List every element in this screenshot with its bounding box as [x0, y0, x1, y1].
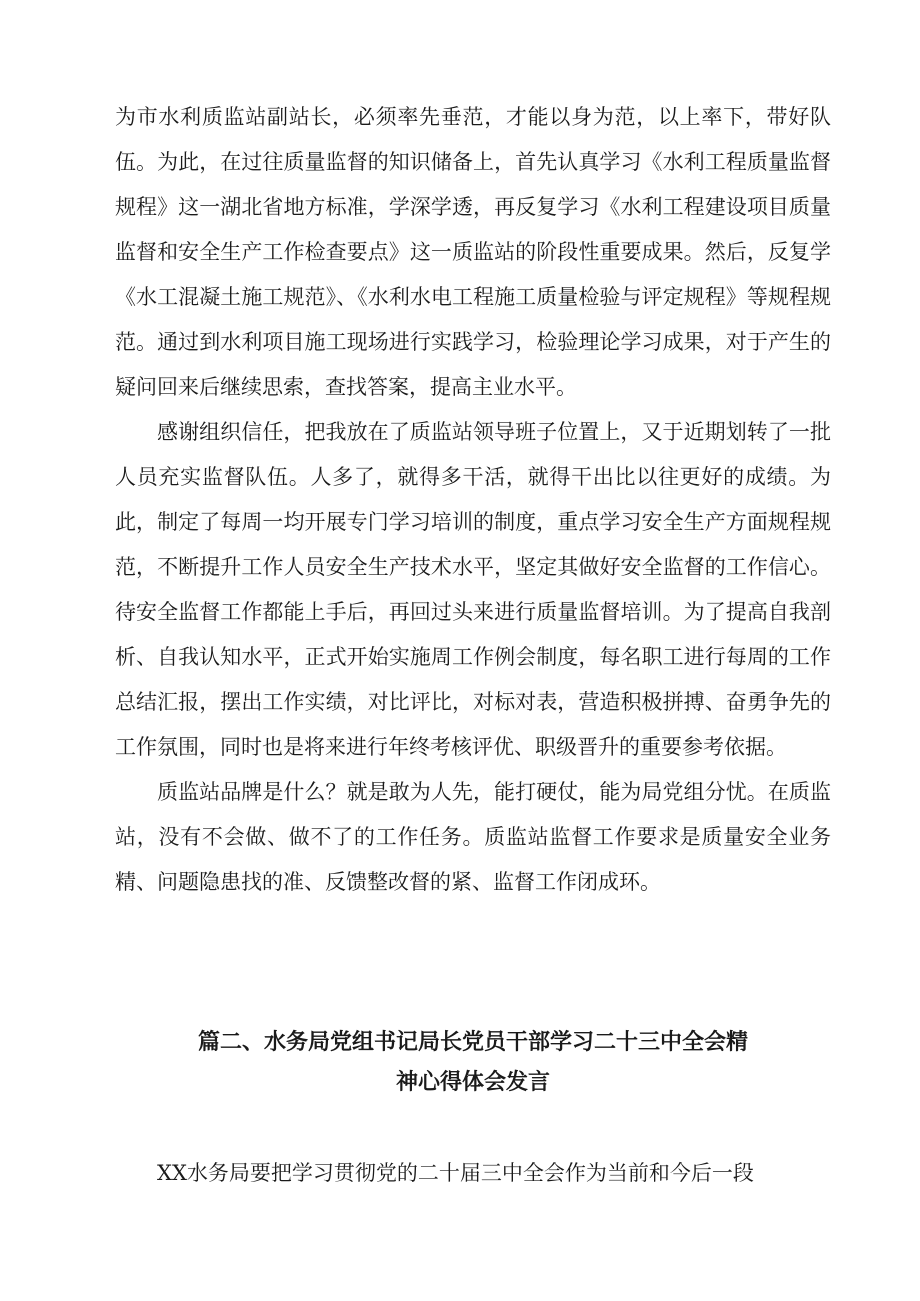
closing-paragraph: XX水务局要把学习贯彻党的二十届三中全会作为当前和今后一段: [157, 1161, 754, 1185]
section-heading: [115, 1023, 831, 1103]
closing-section: [115, 1151, 831, 1196]
paragraph-3: 质监站品牌是什么？就是敢为人先，能打硬仗，能为局党组分忧。在质监站，没有不会做、做不了的工作任务。质监站监督工作要求是质量安全业务精、问题隐患找的准、反馈整改督的紧、监督工作闭成环。: [115, 780, 831, 894]
section-heading-line-2: 神心得体会发言: [395, 1070, 550, 1095]
paragraph-1: 为市水利质监站副站长，必须率先垂范，才能以身为范，以上率下，带好队伍。为此，在过往质量监督的知识储备上，首先认真学习《水利工程质量监督规程》这一湖北省地方标准，学深学透，再反复学习《水利工程建设项目质量监督和安全生产工作检查要点》这一质监站的阶段性重要成果。然后，反复学《水工混凝土施工规范》、《水利水电工程施工质量检验与评定规程》等规程规范。通过到水利项目施工现场进行实践学习，检验理论学习成果，对于产生的疑问回来后继续思索，查找答案，提高主业水平。: [115, 105, 831, 399]
paragraph-2: 感谢组织信任，把我放在了质监站领导班子位置上，又于近期划转了一批人员充实监督队伍。人多了，就得多干活，就得干出比以往更好的成绩。为此，制定了每周一均开展专门学习培训的制度，重点学习安全生产方面规程规范，不断提升工作人员安全生产技术水平，坚定其做好安全监督的工作信心。待安全监督工作都能上手后，再回过头来进行质量监督培训。为了提高自我剖析、自我认知水平，正式开始实施周工作例会制度，每名职工进行每周的工作总结汇报，摆出工作实绩，对比评比，对标对表，营造积极拼搏、奋勇争先的工作氛围，同时也是将来进行年终考核评优、职级晋升的重要参考依据。: [115, 420, 831, 759]
body-text-section: [115, 95, 831, 905]
section-heading-line-1: 篇二、水务局党组书记局长党员干部学习二十三中全会精: [197, 1030, 748, 1055]
